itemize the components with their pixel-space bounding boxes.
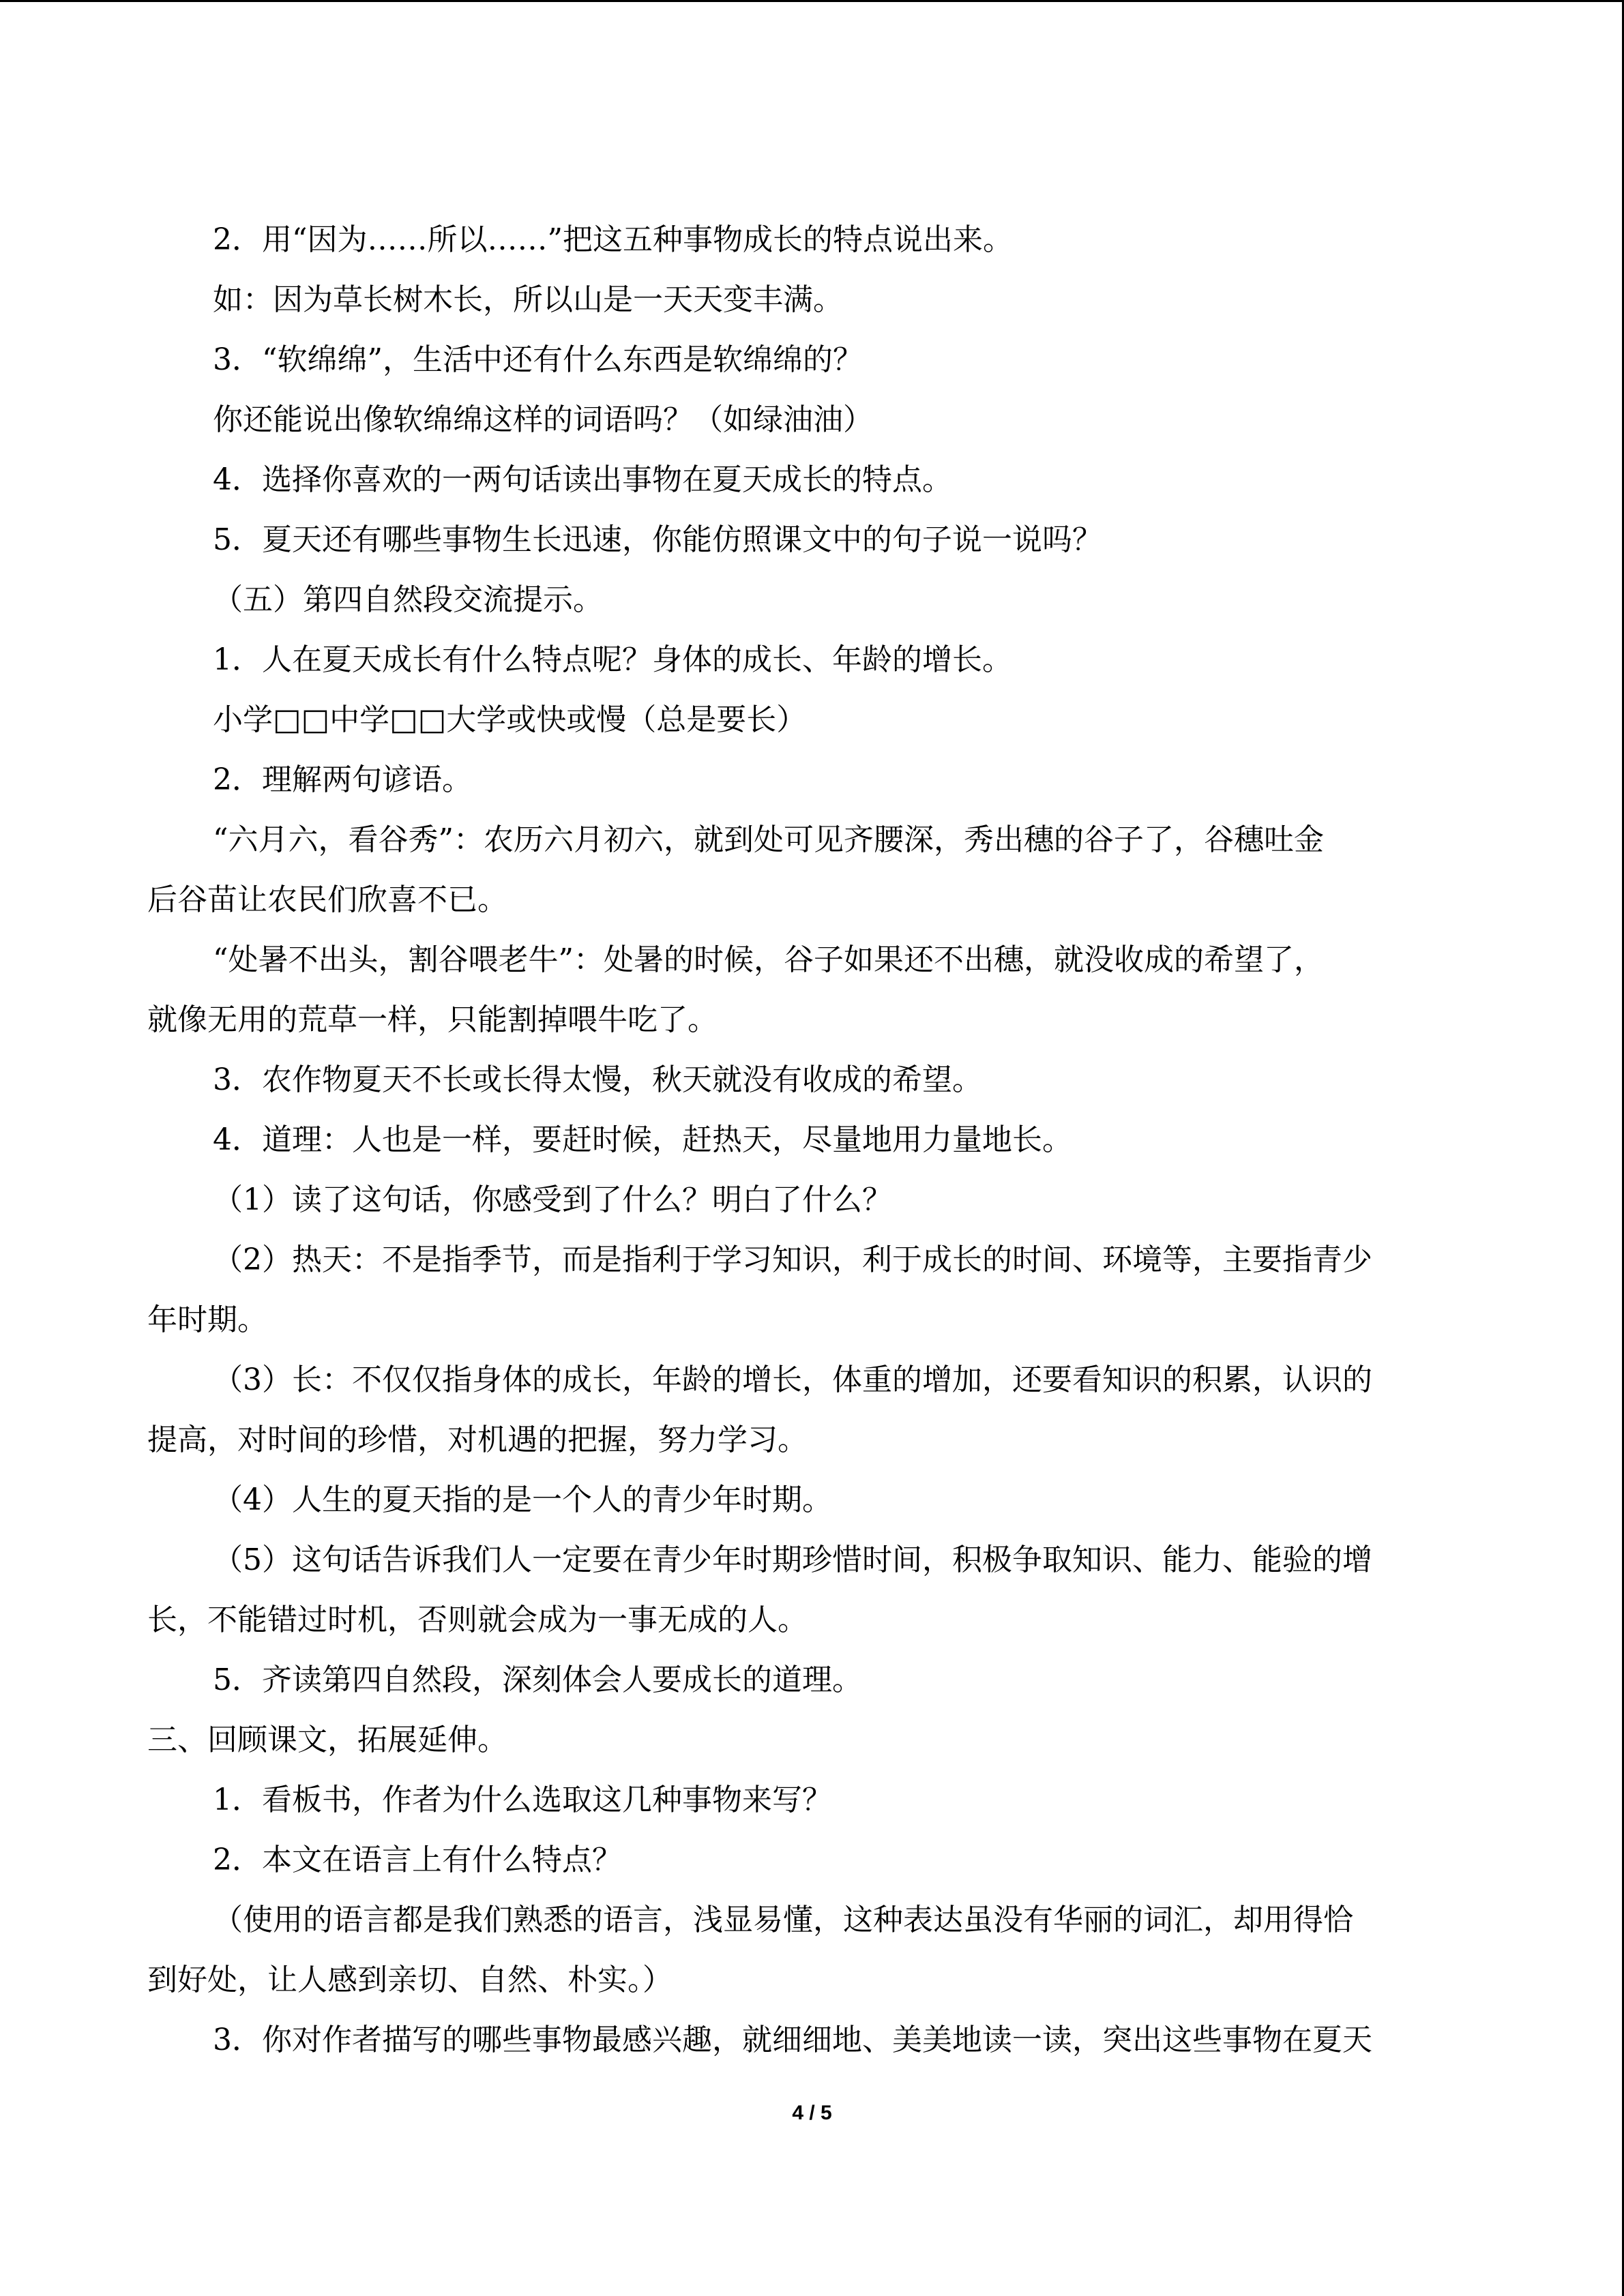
paragraph-line: 4．道理：人也是一样，要赶时候，赶热天，尽量地用力量地长。 — [213, 1122, 1072, 1157]
paragraph-line: 5．齐读第四自然段，深刻体会人要成长的道理。 — [213, 1663, 862, 1697]
paragraph-line: 2．本文在语言上有什么特点？ — [213, 1843, 622, 1877]
paragraph-line: 年时期。 — [147, 1302, 267, 1337]
paragraph-line: 小学□□中学□□大学或快或慢（总是要长） — [213, 702, 807, 737]
paragraph-line: 2．理解两句谚语。 — [213, 762, 472, 797]
paragraph-line: 如：因为草长树木长，所以山是一天天变丰满。 — [213, 282, 843, 317]
paragraph-line: 长，不能错过时机，否则就会成为一事无成的人。 — [147, 1602, 808, 1637]
section-heading: （五）第四自然段交流提示。 — [213, 582, 603, 617]
paragraph-line: 到好处，让人感到亲切、自然、朴实。） — [147, 1963, 673, 1997]
paragraph-line: 3．“软绵绵”，生活中还有什么东西是软绵绵的？ — [213, 342, 863, 377]
paragraph-line: “六月六，看谷秀”：农历六月初六，就到处可见齐腰深，秀出穗的谷子了，谷穗吐金 — [213, 822, 1324, 857]
paragraph-line: （使用的语言都是我们熟悉的语言，浅显易懂，这种表达虽没有华丽的词汇，却用得恰 — [213, 1903, 1353, 1937]
document-body — [147, 210, 1475, 2070]
paragraph-line: （4）人生的夏天指的是一个人的青少年时期。 — [213, 1482, 832, 1517]
paragraph-line: 后谷苗让农民们欣喜不已。 — [147, 882, 507, 917]
paragraph-line: “处暑不出头，割谷喂老牛”：处暑的时候，谷子如果还不出穗，就没收成的希望了， — [213, 942, 1324, 977]
paragraph-line: （1）读了这句话，你感受到了什么？明白了什么？ — [213, 1182, 892, 1217]
paragraph-line: 就像无用的荒草一样，只能割掉喂牛吃了。 — [147, 1002, 718, 1037]
paragraph-line: 你还能说出像软绵绵这样的词语吗？（如绿油油） — [213, 402, 873, 437]
paragraph-line: （2）热天：不是指季节，而是指利于学习知识，利于成长的时间、环境等，主要指青少 — [213, 1242, 1372, 1277]
paragraph-line: 3．农作物夏天不长或长得太慢，秋天就没有收成的希望。 — [213, 1062, 982, 1097]
paragraph-line: 1．看板书，作者为什么选取这几种事物来写？ — [213, 1783, 832, 1817]
paragraph-line: （3）长：不仅仅指身体的成长，年龄的增长，体重的增加，还要看知识的积累，认识的 — [213, 1362, 1372, 1397]
paragraph-line: 提高，对时间的珍惜，对机遇的把握，努力学习。 — [147, 1422, 808, 1457]
paragraph-line: 5．夏天还有哪些事物生长迅速，你能仿照课文中的句子说一说吗？ — [213, 522, 1102, 557]
paragraph-line: 1．人在夏天成长有什么特点呢？身体的成长、年龄的增长。 — [213, 642, 1012, 677]
paragraph-line: 3．你对作者描写的哪些事物最感兴趣，就细细地、美美地读一读，突出这些事物在夏天 — [213, 2023, 1372, 2057]
paragraph-line: （5）这句话告诉我们人一定要在青少年时期珍惜时间，积极争取知识、能力、能验的增 — [213, 1542, 1372, 1577]
paragraph-line: 4．选择你喜欢的一两句话读出事物在夏天成长的特点。 — [213, 462, 952, 497]
section-heading: 三、回顾课文，拓展延伸。 — [147, 1723, 507, 1757]
page-number: 4 / 5 — [792, 2102, 832, 2124]
paragraph-line: 2．用“因为……所以……”把这五种事物成长的特点说出来。 — [213, 222, 1013, 257]
